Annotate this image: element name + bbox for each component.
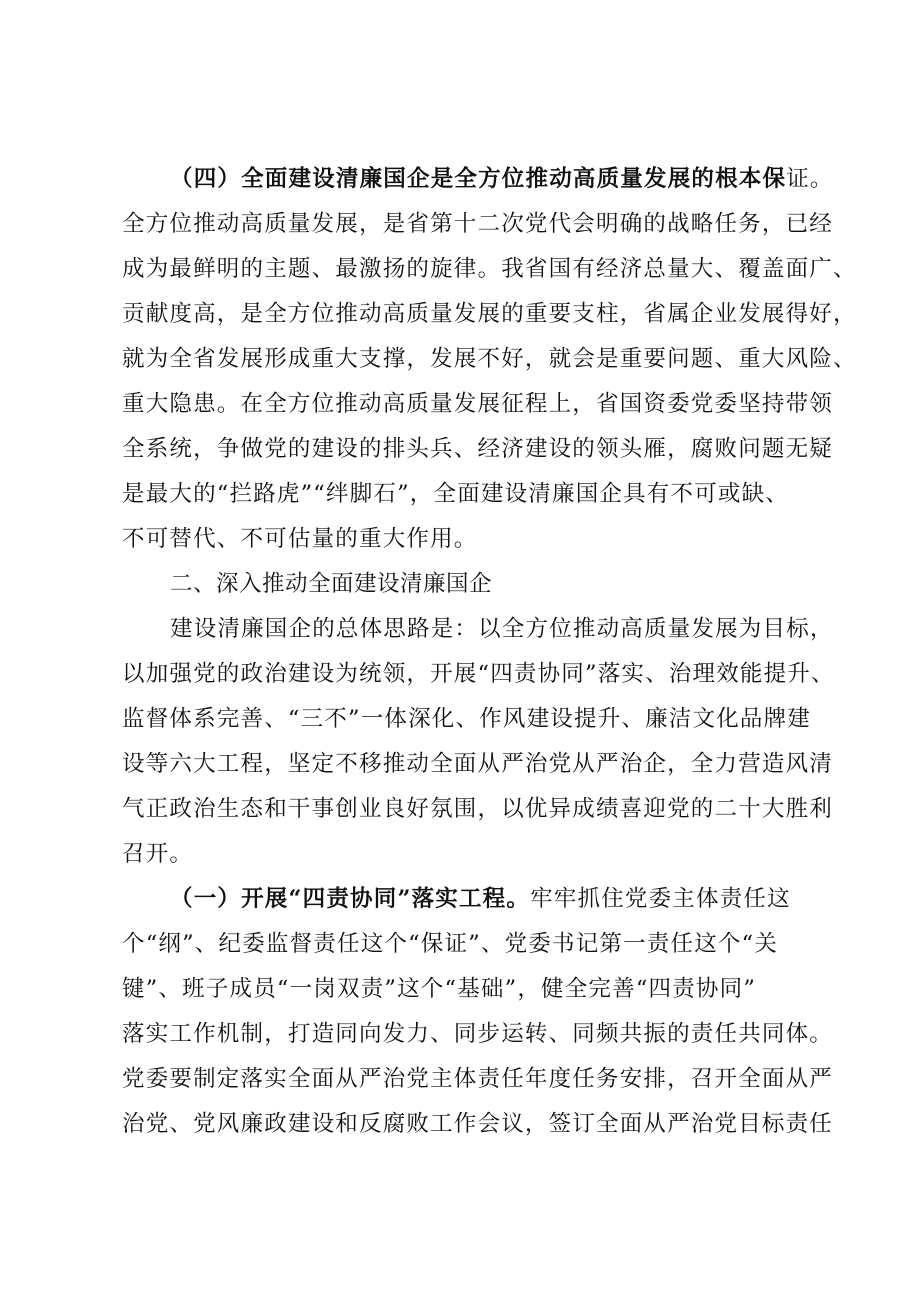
paragraph-line: 全方位推动高质量发展，是省第十二次党代会明确的战略任务，已经 — [122, 211, 834, 237]
item-heading-tail: 牢牢抓住党委主体责任这 — [530, 886, 791, 912]
paragraph-line: 是最大的“拦路虎”“绊脚石”，全面建设清廉国企具有不可或缺、 — [122, 481, 790, 507]
paragraph-line: 治党、党风廉政建设和反腐败工作会议，签订全面从严治党目标责任 — [122, 1111, 834, 1137]
paragraph-line: 键”、班子成员“一岗双责”这个“基础”，健全完善“四责协同” — [122, 976, 757, 1002]
paragraph-line: 不可替代、不可估量的重大作用。 — [122, 526, 478, 552]
paragraph-line: 成为最鲜明的主题、最激扬的旋律。我省国有经济总量大、覆盖面广、 — [122, 256, 857, 282]
item-heading-bold: （一）开展“四责协同”落实工程。 — [170, 886, 531, 912]
paragraph-line: 重大隐患。在全方位推动高质量发展征程上，省国资委党委坚持带领 — [122, 391, 834, 417]
paragraph-line: 就为全省发展形成重大支撑，发展不好，就会是重要问题、重大风险、 — [122, 346, 857, 372]
paragraph-line: 落实工作机制，打造同向发力、同步运转、同频共振的责任共同体。 — [122, 1021, 834, 1047]
paragraph-line: 个“纲”、纪委监督责任这个“保证”、党委书记第一责任这个“关 — [122, 931, 779, 957]
paragraph-line: 党委要制定落实全面从严治党主体责任年度任务安排，召开全面从严 — [122, 1066, 834, 1092]
section-heading-bold: （四）全面建设清廉国企是全方位推动高质量发展的根本保 — [170, 166, 787, 192]
item-heading-line — [170, 883, 812, 915]
paragraph-line: 以加强党的政治建设为统领，开展“四责协同”落实、治理效能提升、 — [122, 661, 835, 687]
part-heading: 二、深入推动全面建设清廉国企 — [170, 571, 493, 597]
paragraph-line: 气正政治生态和干事创业良好氛围，以优异成绩喜迎党的二十大胜利 — [122, 796, 834, 822]
paragraph-line: 监督体系完善、“三不”一体深化、作风建设提升、廉洁文化品牌建 — [122, 706, 812, 732]
paragraph-line: 设等六大工程，坚定不移推动全面从严治党从严治企，全力营造风清 — [122, 751, 834, 777]
section-heading-tail: 证。 — [786, 166, 834, 192]
paragraph-line: 召开。 — [122, 841, 194, 867]
paragraph-line: 贡献度高，是全方位推动高质量发展的重要支柱，省属企业发展得好， — [122, 301, 857, 327]
paragraph-line: 建设清廉国企的总体思路是：以全方位推动高质量发展为目标， — [170, 616, 834, 642]
paragraph-line: 全系统，争做党的建设的排头兵、经济建设的领头雁，腐败问题无疑 — [122, 436, 834, 462]
section-heading-line — [170, 163, 834, 195]
